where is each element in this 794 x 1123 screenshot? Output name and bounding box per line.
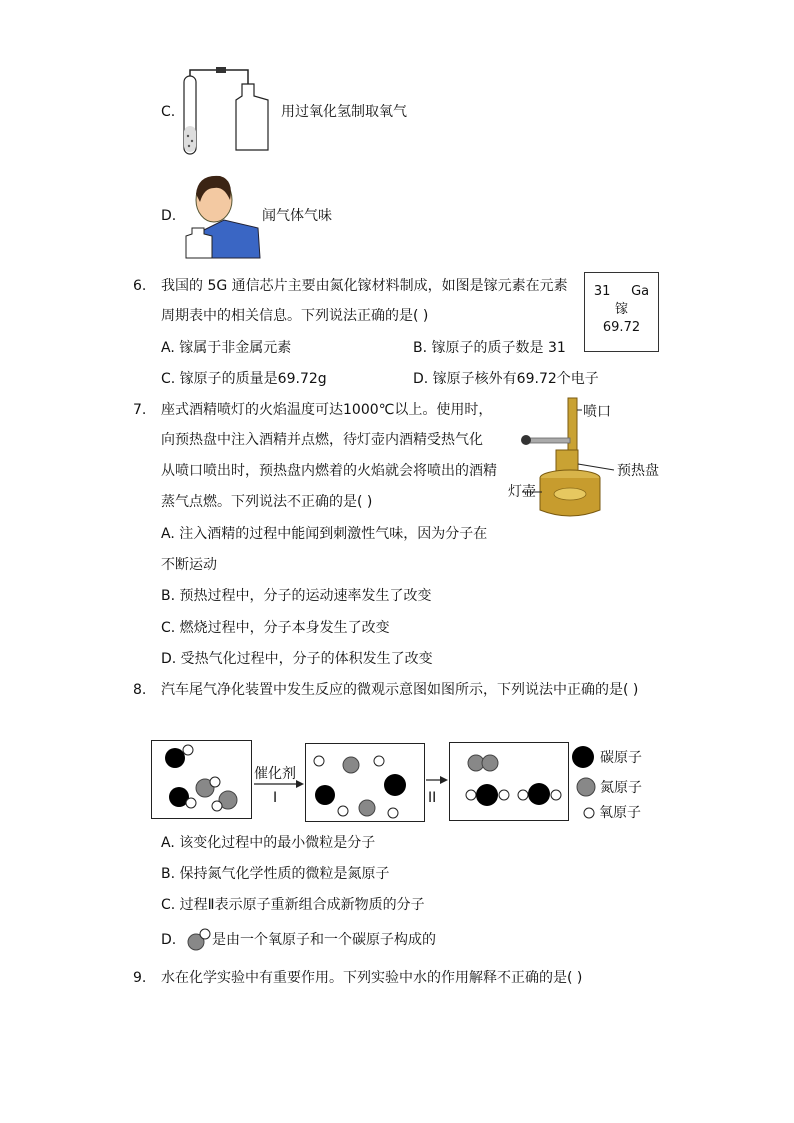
q8-option-b: B. 保持氮气化学性质的微粒是氮原子 [161,866,390,882]
q6-option-c: C. 镓原子的质量是69.72g [161,371,327,387]
q7-stem-line3: 从喷口喷出时，预热盘内燃着的火焰就会将喷出的酒精 [161,463,497,479]
q6-option-a: A. 镓属于非金属元素 [161,340,292,356]
q5-option-d-letter: D. [161,208,177,224]
legend-carbon-label: 碳原子 [600,750,642,766]
lamp-pot-label: 灯壶 [508,484,536,500]
q8-option-c: C. 过程Ⅱ表示原子重新组合成新物质的分子 [161,897,425,913]
q7-stem-line4: 蒸气点燃。下列说法不正确的是( ) [161,494,373,510]
q7-option-b: B. 预热过程中，分子的运动速率发生了改变 [161,588,432,604]
q6-number: 6. [133,278,147,294]
oxygen-atom-legend-icon [583,807,595,819]
reaction-box-after-molecules [449,742,569,820]
gas-generation-apparatus-illustration [180,66,280,158]
q8-stem: 汽车尾气净化装置中发生反应的微观示意图如图所示，下列说法中正确的是( ) [161,682,639,698]
legend-oxygen-label: 氧原子 [599,805,641,821]
q9-stem: 水在化学实验中有重要作用。下列实验中水的作用解释不正确的是( ) [161,970,583,986]
q8-option-d-text: 是由一个氧原子和一个碳原子构成的 [212,932,436,948]
q8-option-a: A. 该变化过程中的最小微粒是分子 [161,835,376,851]
q6-stem-line2: 周期表中的相关信息。下列说法正确的是( ) [161,308,429,324]
q7-stem-line1: 座式酒精喷灯的火焰温度可达1000℃以上。使用时， [161,402,493,418]
element-mass: 69.72 [602,320,641,335]
q7-option-d: D. 受热气化过程中，分子的体积发生了改变 [161,651,433,667]
q7-option-c: C. 燃烧过程中，分子本身发生了改变 [161,620,390,636]
q6-stem-line1: 我国的 5G 通信芯片主要由氮化镓材料制成，如图是镓元素在元素 [161,278,568,294]
q6-option-b: B. 镓原子的质子数是 31 [413,340,566,356]
q7-number: 7. [133,402,147,418]
q9-number: 9. [133,970,147,986]
carbon-atom-legend-icon [571,745,595,769]
legend-nitrogen-label: 氮原子 [600,780,642,796]
q7-option-a-cont: 不断运动 [161,557,217,573]
q5-option-c-letter: C. [161,104,176,120]
element-symbol: Ga [631,284,650,299]
co-molecule-icon [186,928,212,952]
reaction-box-before-molecules [151,740,251,818]
q8-option-d-letter: D. [161,932,177,948]
catalyst-label: 催化剂 [254,766,296,782]
smelling-gas-illustration [184,170,264,260]
q5-option-d-text: 闻气体气味 [262,208,332,224]
q8-number: 8. [133,682,147,698]
q7-option-a: A. 注入酒精的过程中能闻到刺激性气味，因为分子在 [161,526,488,542]
gallium-element-card [584,272,659,352]
reaction-box-middle-atoms [305,743,425,821]
step-1-label: I [273,790,278,806]
q6-option-d: D. 镓原子核外有69.72个电子 [413,371,599,387]
element-name: 镓 [614,302,628,317]
q5-option-c-text: 用过氧化氢制取氧气 [281,104,407,120]
nitrogen-atom-legend-icon [576,777,596,797]
q7-stem-line2: 向预热盘中注入酒精并点燃，待灯壶内酒精受热气化 [161,432,483,448]
step-2-label: II [428,790,437,806]
arrow-step-1 [252,780,306,788]
arrow-step-2 [425,776,449,784]
element-number: 31 [593,284,611,299]
preheat-plate-label: 预热盘 [617,463,659,479]
nozzle-label: 喷口 [583,404,611,420]
